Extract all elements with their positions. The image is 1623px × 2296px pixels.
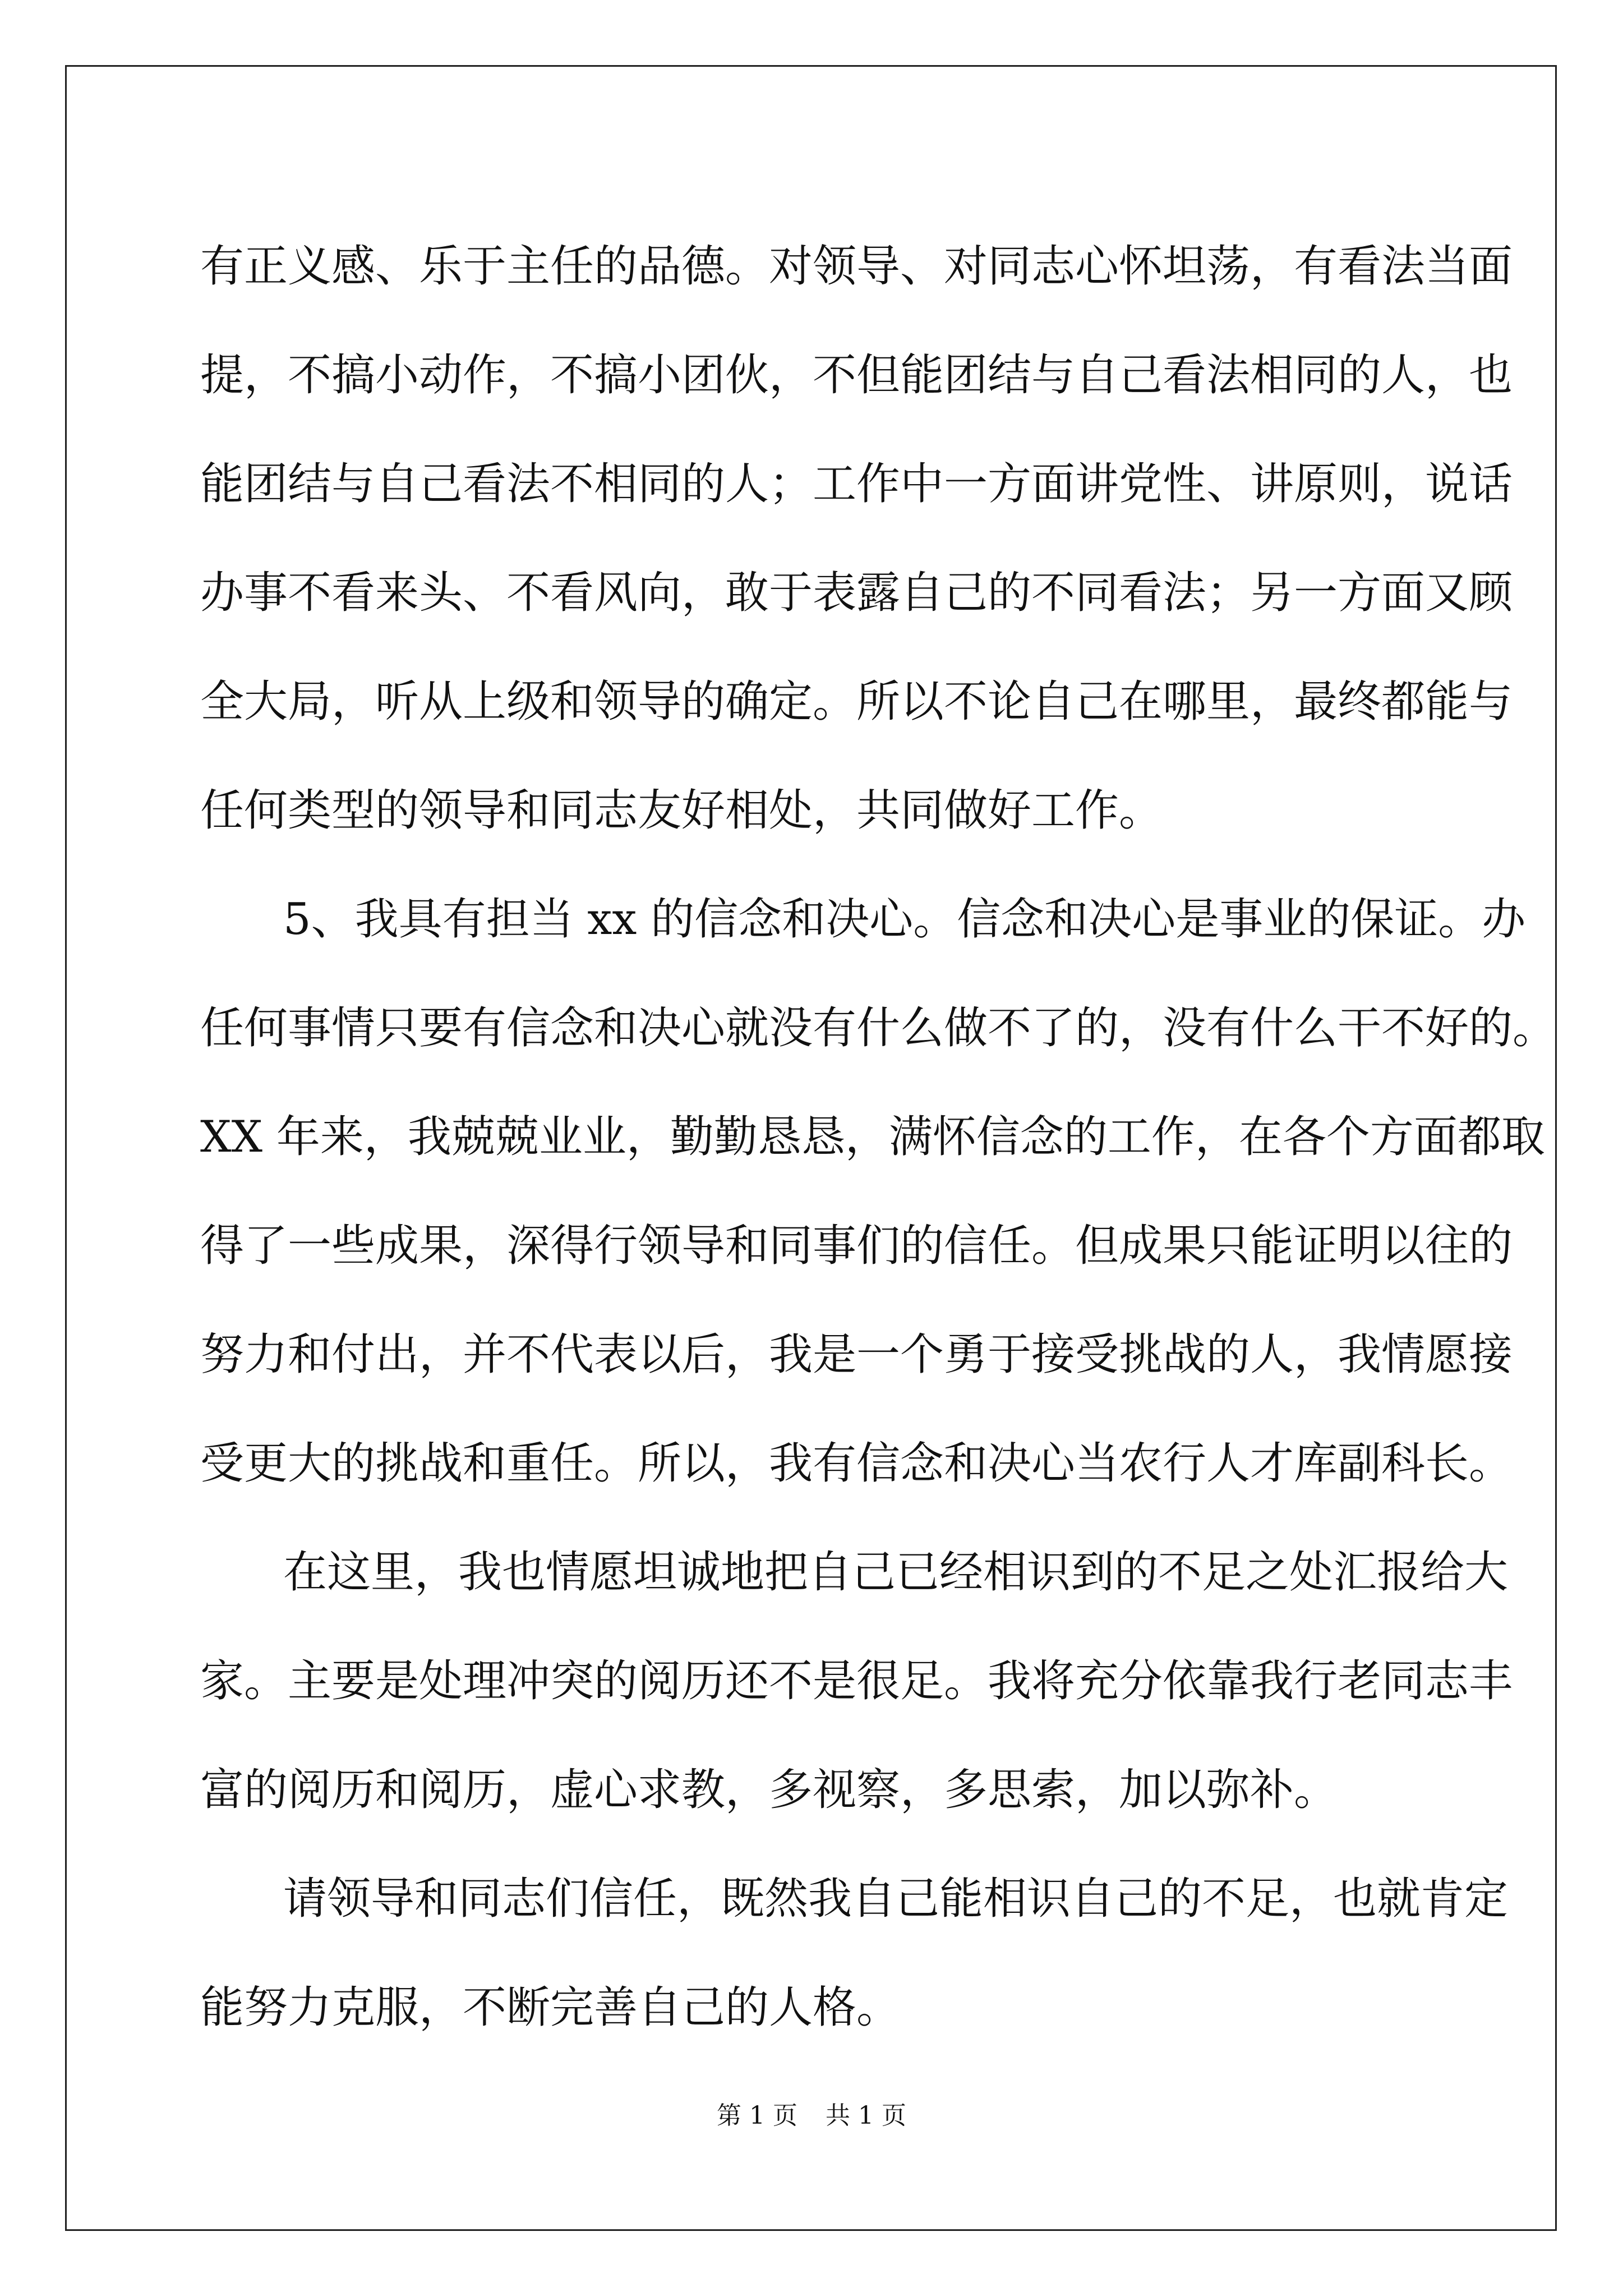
paragraph-line: 任何类型的领导和同志友好相处，共同做好工作。 [200,785,1163,836]
paragraph-line: 受更大的挑战和重任。所以，我有信念和决心当农行人才库副科长。 [200,1438,1513,1489]
paragraph-line: 能团结与自己看法不相同的人；工作中一方面讲党性、讲原则，说话 [200,459,1513,509]
paragraph-line: 家。主要是处理冲突的阅历还不是很足。我将充分依靠我行老同志丰 [200,1656,1513,1706]
paragraph-line: 得了一些成果，深得行领导和同事们的信任。但成果只能证明以往的 [200,1221,1513,1271]
paragraph-line: 努力和付出，并不代表以后，我是一个勇于接受挑战的人，我情愿接 [200,1329,1513,1380]
paragraph-line: 办事不看来头、不看风向，敢于表露自己的不同看法；另一方面又顾 [200,568,1513,618]
paragraph-line: 任何事情只要有信念和决心就没有什么做不了的，没有什么干不好的。 [200,1003,1557,1053]
paragraph-line: 全大局，听从上级和领导的确定。所以不论自己在哪里，最终都能与 [200,677,1513,727]
page-total: 共 1 页 [826,2101,906,2130]
paragraph-line: 能努力克服，不断完善自己的人格。 [200,1982,901,2033]
paragraph-line: 提，不搞小动作，不搞小团伙，不但能团结与自己看法相同的人，也 [200,350,1513,401]
paragraph-line: 在这里，我也情愿坦诚地把自己已经相识到的不足之处汇报给大 [283,1547,1509,1598]
paragraph-line: 有正义感、乐于主任的品德。对领导、对同志心怀坦荡，有看法当面 [200,241,1513,292]
paragraph-line: 富的阅历和阅历，虚心求教，多视察，多思索，加以弥补。 [200,1765,1338,1815]
document-body [200,212,1557,2062]
paragraph-line: XX 年来，我兢兢业业，勤勤恳恳，满怀信念的工作，在各个方面都取 [200,1112,1545,1162]
page-footer [0,2099,1623,2133]
paragraph-line: 请领导和同志们信任，既然我自己能相识自己的不足，也就肯定 [283,1874,1509,1924]
page-number: 第 1 页 [717,2101,797,2130]
paragraph-line: 5、我具有担当 xx 的信念和决心。信念和决心是事业的保证。办 [283,894,1526,945]
